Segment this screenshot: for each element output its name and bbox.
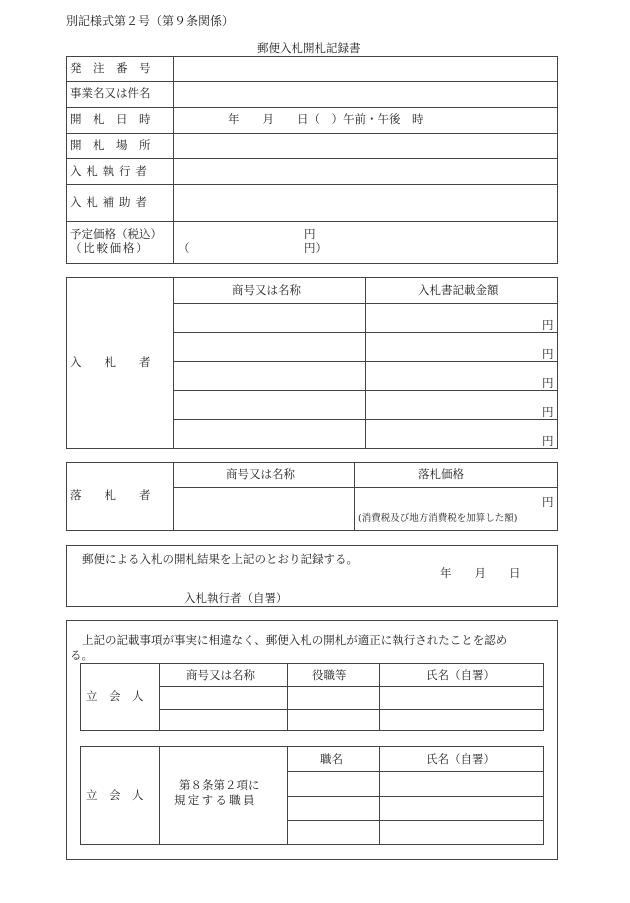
row-divider — [66, 81, 558, 82]
row-divider — [173, 390, 558, 391]
planned-price-label: 予定価格（税込） — [70, 227, 162, 241]
bid-amount-yen: 円 — [542, 405, 554, 419]
bidders-side-label: 入 札 者 — [70, 355, 151, 369]
winner-name-header: 商号又は名称 — [226, 467, 295, 481]
staff-signature-header: 氏名（自署） — [426, 752, 495, 766]
bid-amount-yen: 円 — [542, 376, 554, 390]
opening-datetime-label: 開 札 日 時 — [70, 112, 151, 126]
staff-label-line2: 規定する職員 — [174, 793, 257, 807]
row-divider — [287, 820, 544, 821]
form-number-label: 別記様式第２号（第９条関係） — [66, 14, 235, 28]
row-divider — [173, 332, 558, 333]
winner-column-divider — [354, 462, 355, 531]
row-divider — [173, 361, 558, 362]
order-info-divider — [173, 56, 174, 264]
staff-label-line1: 第８条第２項に — [179, 778, 260, 792]
tax-included-note: (消費税及び地方消費税を加算した額) — [358, 513, 518, 524]
bid-amount-yen: 円 — [542, 434, 554, 448]
column-divider — [287, 663, 288, 731]
row-divider — [287, 796, 544, 797]
winning-price-yen: 円 — [542, 495, 554, 509]
winner-side-divider — [173, 462, 174, 531]
witness-statement-line2: る。 — [70, 648, 93, 662]
row-divider — [66, 221, 558, 222]
bidders-amount-header: 入札書記載金額 — [418, 283, 499, 297]
executor-signature-label: 入札執行者（自署） — [184, 591, 288, 605]
comparison-price-label: （比較価格） — [70, 241, 150, 255]
assistant-label: 入札補助者 — [70, 195, 152, 209]
page-title: 郵便入札開札記録書 — [257, 41, 361, 55]
staff-witness-side-divider — [159, 746, 160, 845]
witness-statement-line1: 上記の記載事項が事実に相違なく、郵便入札の開札が適正に執行されたことを認め — [82, 633, 508, 647]
planned-price-yen: 円 — [304, 227, 316, 241]
witness-position-header: 役職等 — [312, 668, 347, 682]
order-number-label: 発 注 番 号 — [70, 61, 151, 75]
column-divider — [379, 663, 380, 731]
staff-title-header: 職名 — [320, 752, 343, 766]
row-divider — [66, 158, 558, 159]
witness-name-header: 商号又は名称 — [186, 668, 255, 682]
comparison-price-open-paren: （ — [178, 241, 190, 255]
row-divider — [173, 419, 558, 420]
opening-place-label: 開 札 場 所 — [70, 138, 151, 152]
record-date: 年 月 日 — [440, 566, 521, 580]
row-divider — [287, 771, 544, 772]
winner-side-label: 落 札 者 — [70, 488, 151, 502]
staff-witness-side-label: 立 会 人 — [86, 788, 144, 802]
row-divider — [66, 133, 558, 134]
row-divider — [173, 303, 558, 304]
executor-label: 入札執行者 — [70, 164, 152, 178]
winning-price-header: 落札価格 — [418, 467, 464, 481]
witness-signature-header: 氏名（自署） — [426, 668, 495, 682]
witness-side-label: 立 会 人 — [86, 689, 144, 703]
comparison-price-yen: 円） — [304, 241, 327, 255]
witness-side-divider — [159, 663, 160, 731]
bid-amount-yen: 円 — [542, 318, 554, 332]
bid-amount-yen: 円 — [542, 347, 554, 361]
row-divider — [66, 184, 558, 185]
row-divider — [173, 487, 558, 488]
bidders-name-header: 商号又は名称 — [232, 283, 301, 297]
opening-datetime-value: 年 月 日（ ）午前・午後 時 — [228, 112, 424, 126]
row-divider — [66, 107, 558, 108]
record-statement-text: 郵便による入札の開札結果を上記のとおり記録する。 — [82, 552, 358, 566]
row-divider — [159, 686, 544, 687]
row-divider — [159, 709, 544, 710]
project-name-label: 事業名又は件名 — [70, 86, 151, 100]
